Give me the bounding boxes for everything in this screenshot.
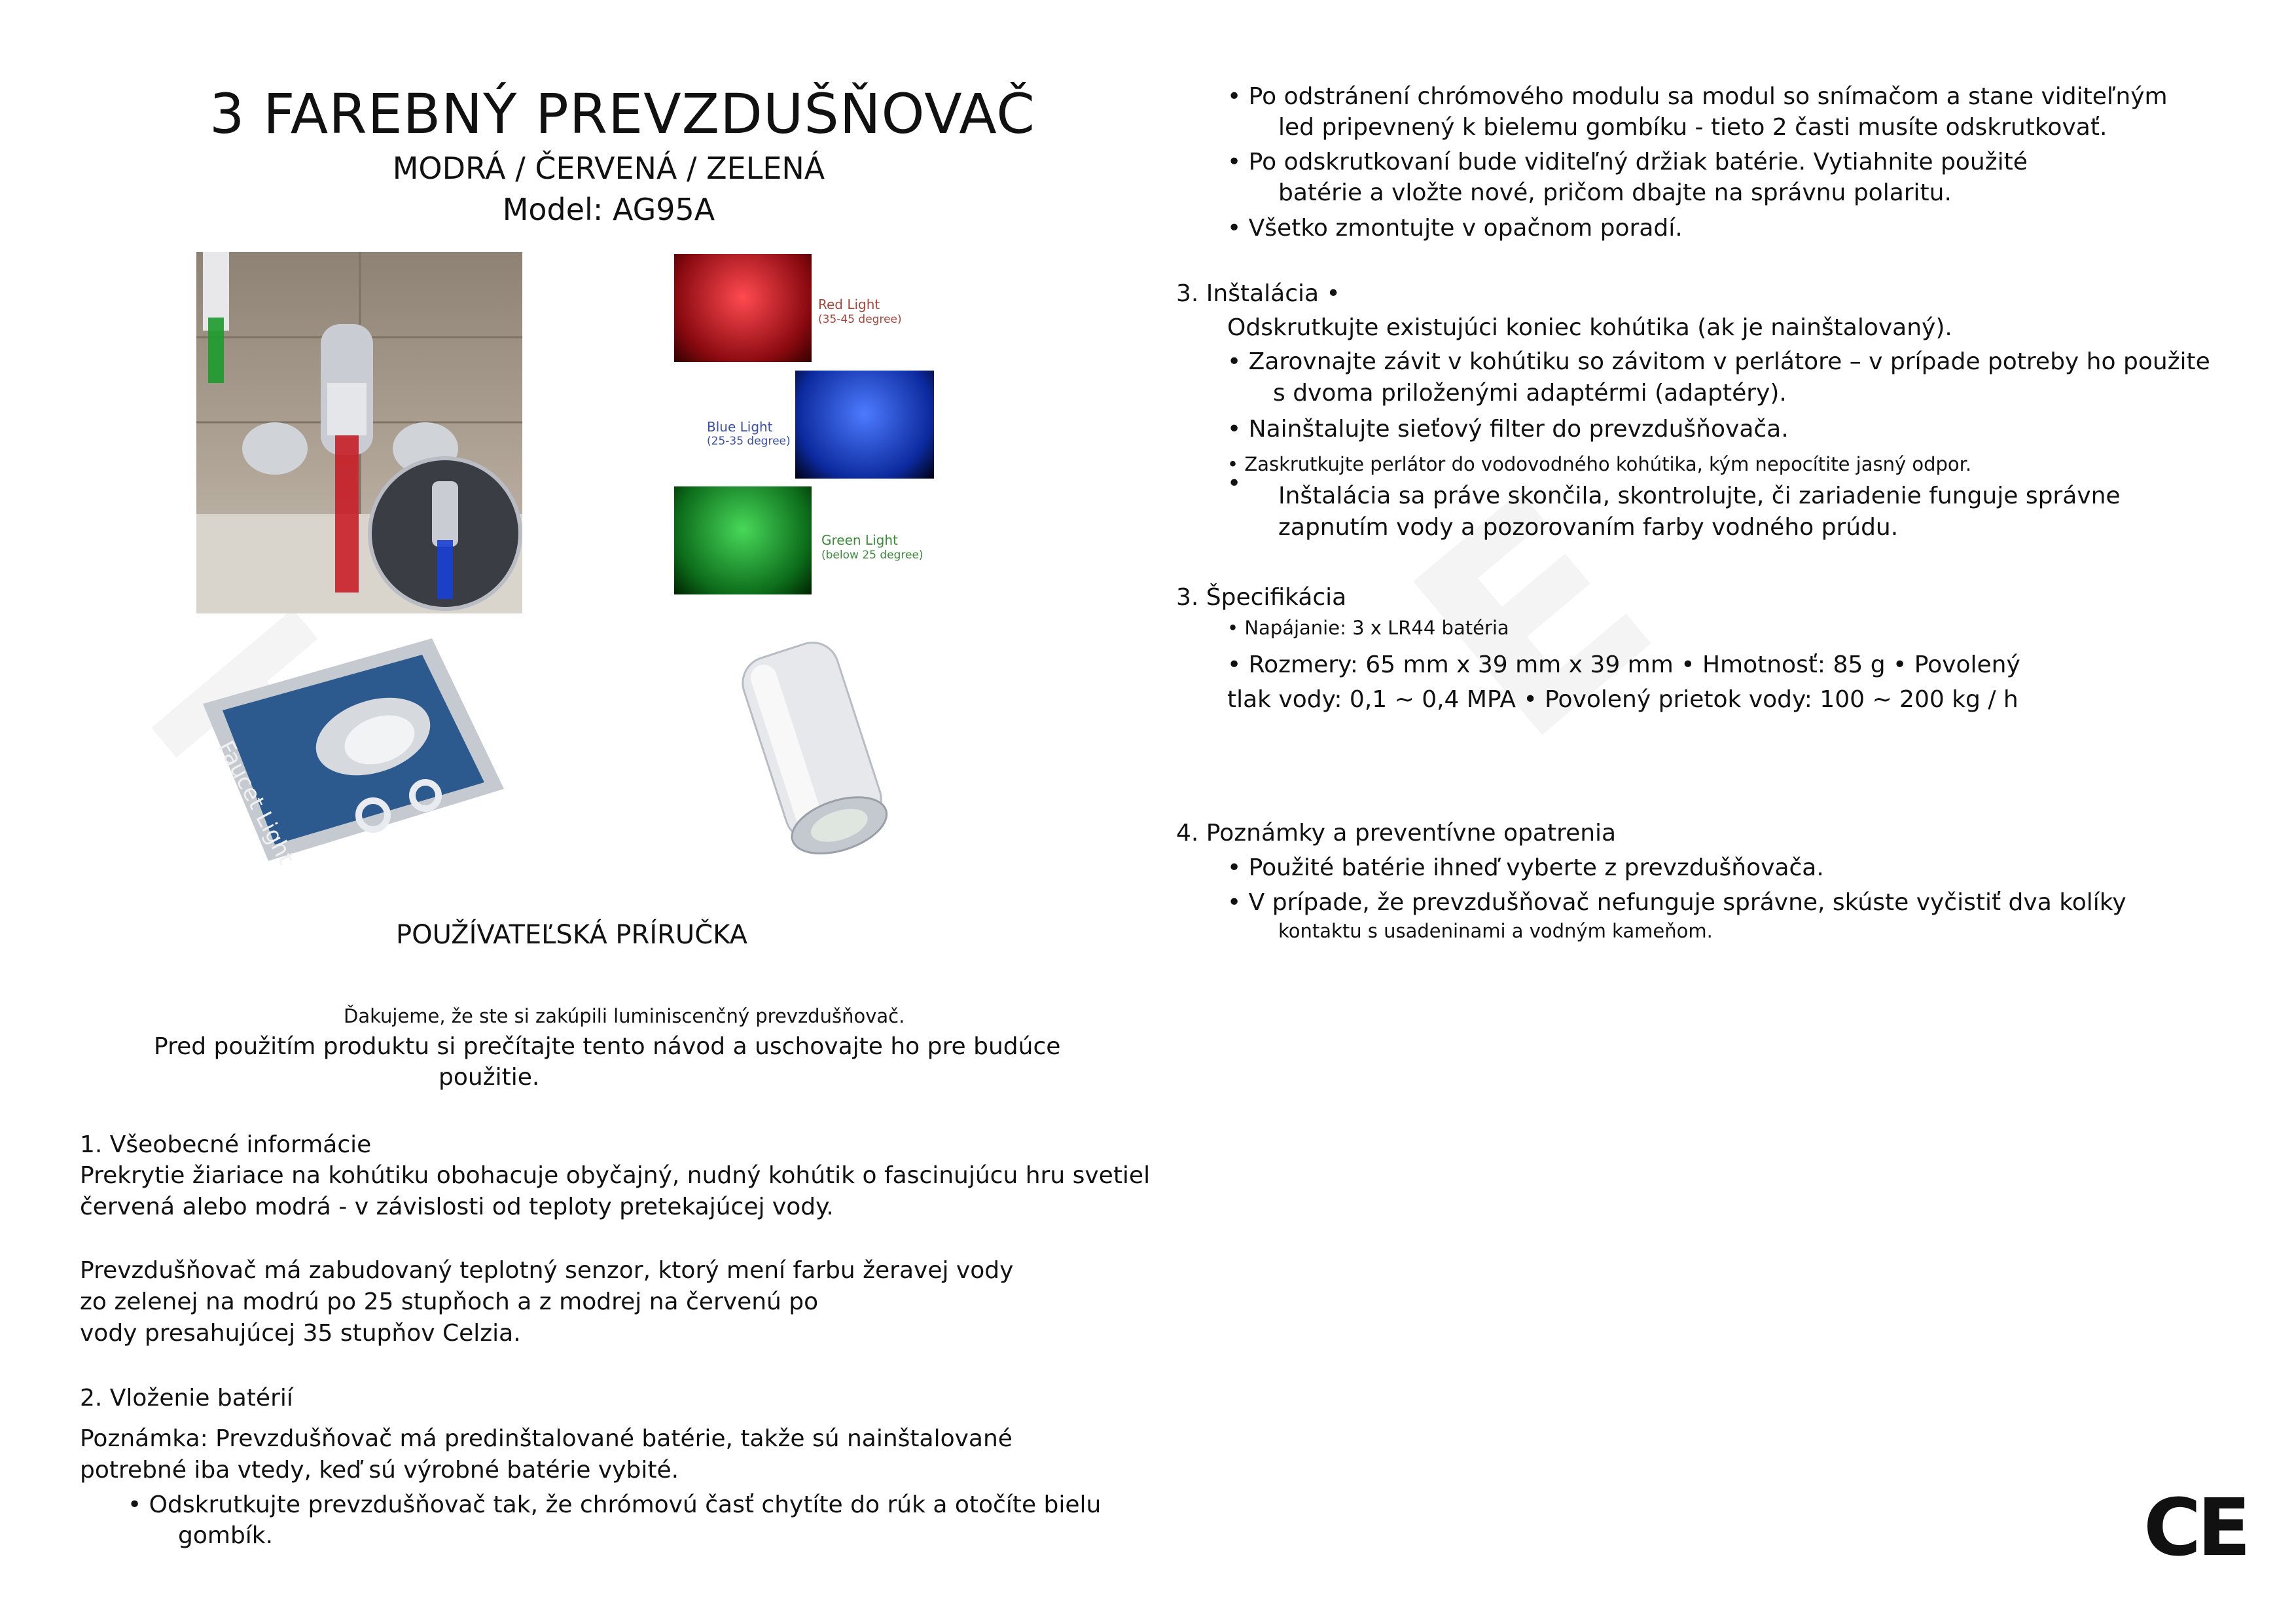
- battery-bullet3-line2: batérie a vložte nové, pričom dbajte na správnu polaritu.: [1278, 179, 1952, 206]
- section-3-heading: 3. Inštalácia •: [1176, 280, 1340, 307]
- aerator-photo: [720, 632, 916, 867]
- green-light-swatch: [674, 486, 812, 594]
- install-bullet2: • Nainštalujte sieťový filter do prevzdušňovača.: [1227, 416, 1789, 443]
- color-chart: [674, 254, 949, 575]
- blue-light-swatch: [795, 371, 934, 479]
- manual-title: POUŽÍVATEĽSKÁ PRÍRUČKA: [396, 920, 748, 950]
- faucet-illustration: [196, 252, 522, 613]
- spec-dims-line1: • Rozmery: 65 mm x 39 mm x 39 mm • Hmotnosť: 85 g • Povolený: [1227, 651, 2020, 678]
- install-bullet1-line1: • Zarovnajte závit v kohútiku so závitom v perlátore – v prípade potreby ho použite: [1227, 348, 2210, 375]
- install-line1: Odskrutkujte existujúci koniec kohútika (ak je nainštalovaný).: [1227, 314, 1952, 341]
- intro-line-2: použitie.: [439, 1064, 540, 1091]
- intro-line-1: Pred použitím produktu si prečítajte tento návod a uschovajte ho pre budúce: [154, 1033, 1061, 1060]
- section-1-heading: 1. Všeobecné informácie: [80, 1131, 372, 1158]
- spec-dims-line2: tlak vody: 0,1 ~ 0,4 MPA • Povolený prietok vody: 100 ~ 200 kg / h: [1227, 686, 2018, 713]
- color-subtitle: MODRÁ / ČERVENÁ / ZELENÁ: [392, 151, 825, 186]
- section-1-p1-line1: Prekrytie žiariace na kohútiku obohacuje obyčajný, nudný kohútik o fascinujúcu hru svetiel: [80, 1162, 1151, 1189]
- spec-heading: 3. Špecifikácia: [1176, 584, 1347, 611]
- page-title: 3 FAREBNÝ PREVZDUŠŇOVAČ: [209, 82, 1035, 146]
- red-light-swatch: [674, 254, 812, 362]
- green-light-label: Green Light: [821, 532, 898, 548]
- green-light-range: (below 25 degree): [821, 549, 924, 562]
- notes-bullet2-line2: kontaktu s usadeninami a vodným kameňom.: [1278, 920, 1713, 942]
- install-bullet1-line2: s dvoma priloženými adaptérmi (adaptéry).: [1273, 380, 1787, 407]
- battery-bullet2-line2: led pripevnený k bielemu gombíku - tieto 2 časti musíte odskrutkovať.: [1278, 114, 2108, 141]
- section-2-heading: 2. Vloženie batérií: [80, 1385, 293, 1412]
- package-text: Faucet Light: [212, 737, 300, 869]
- blue-light-range: (25-35 degree): [707, 435, 791, 448]
- spec-power: • Napájanie: 3 x LR44 batéria: [1227, 617, 1509, 639]
- section-1-p2-line3: vody presahujúcej 35 stupňov Celzia.: [80, 1320, 521, 1347]
- section-2-bullet1-line1: • Odskrutkujte prevzdušňovač tak, že chrómovú časť chytíte do rúk a otočíte bielu: [128, 1491, 1102, 1518]
- notes-bullet2-line1: • V prípade, že prevzdušňovač nefunguje správne, skúste vyčistiť dva kolíky: [1227, 889, 2126, 916]
- red-light-label: Red Light: [818, 297, 880, 312]
- package-photo: [196, 638, 504, 869]
- section-1-p1-line2: červená alebo modrá - v závislosti od teploty pretekajúcej vody.: [80, 1194, 834, 1220]
- section-2-note-line2: potrebné iba vtedy, keď sú výrobné batérie vybité.: [80, 1457, 679, 1484]
- install-bullet3: • Zaskrutkujte perlátor do vodovodného kohútika, kým nepocítite jasný odpor.: [1227, 453, 1972, 475]
- section-2-note-line1: Poznámka: Prevzdušňovač má predinštalované batérie, takže sú nainštalované: [80, 1425, 1013, 1452]
- aerator-illustration: [720, 632, 916, 867]
- battery-bullet2-line1: • Po odstránení chrómového modulu sa modul so snímačom a stane viditeľným: [1227, 83, 2168, 110]
- ce-mark: CE: [2144, 1483, 2248, 1574]
- install-bullet4-line2: zapnutím vody a pozorovaním farby vodného prúdu.: [1278, 514, 1899, 541]
- section-1-p2-line2: zo zelenej na modrú po 25 stupňoch a z modrej na červenú po: [80, 1288, 819, 1315]
- section-4-heading: 4. Poznámky a preventívne opatrenia: [1176, 820, 1617, 847]
- section-2-bullet1-line2: gombík.: [178, 1522, 274, 1549]
- blue-light-label: Blue Light: [707, 419, 773, 435]
- install-bullet4-marker: •: [1227, 470, 1242, 497]
- model-subtitle: Model: AG95A: [502, 192, 715, 227]
- intro-thanks: Ďakujeme, že ste si zakúpili luminiscenčný prevzdušňovač.: [344, 1005, 905, 1027]
- section-1-p2-line1: Prevzdušňovač má zabudovaný teplotný senzor, ktorý mení farbu žeravej vody: [80, 1257, 1014, 1284]
- notes-bullet1: • Použité batérie ihneď vyberte z prevzdušňovača.: [1227, 854, 1824, 881]
- battery-bullet4: • Všetko zmontujte v opačnom poradí.: [1227, 215, 1683, 242]
- battery-bullet3-line1: • Po odskrutkovaní bude viditeľný držiak batérie. Vytiahnite použité: [1227, 149, 2028, 175]
- faucet-photo: [196, 252, 522, 613]
- red-light-range: (35-45 degree): [818, 313, 902, 326]
- install-bullet4-line1: Inštalácia sa práve skončila, skontrolujte, či zariadenie funguje správne: [1278, 483, 2121, 509]
